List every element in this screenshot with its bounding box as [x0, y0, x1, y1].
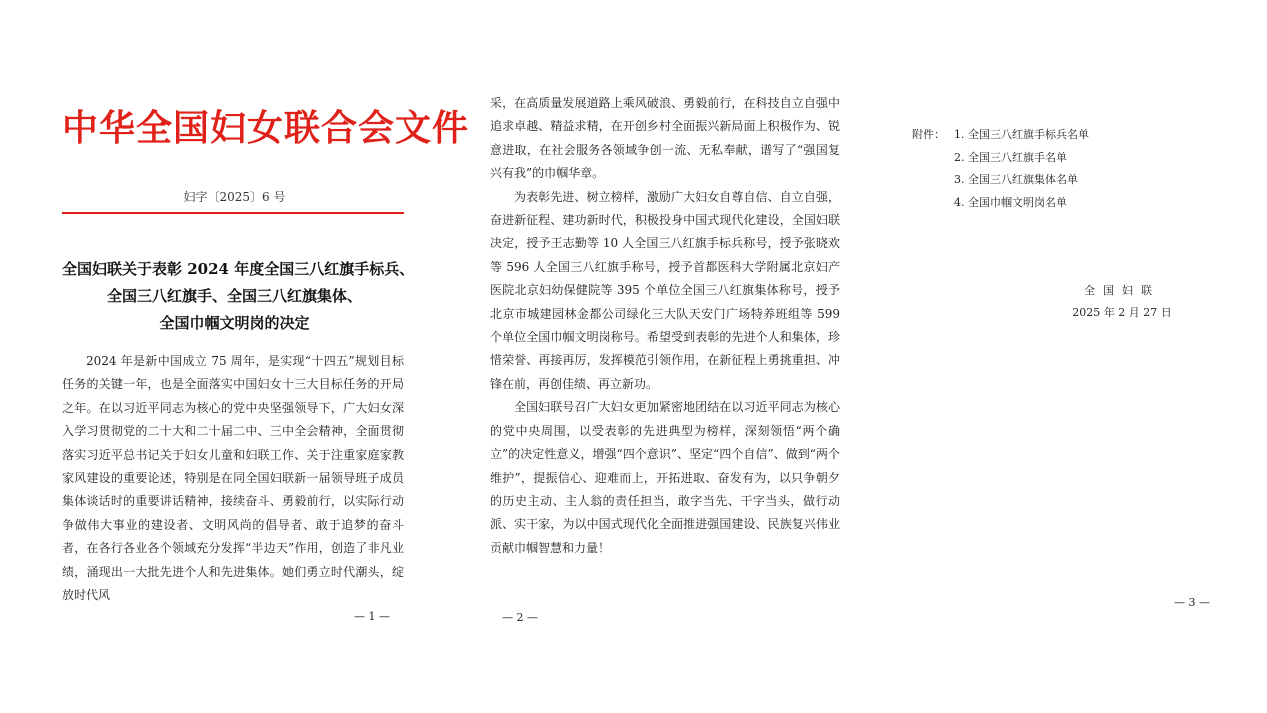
decision-title-line: 全国三八红旗手、全国三八红旗集体、: [106, 287, 362, 305]
document-masthead: 中华全国妇女联合会文件: [62, 107, 470, 149]
masthead-red-divider: [62, 212, 404, 214]
document-page-2: [490, 80, 845, 640]
page-number: — 2 —: [502, 611, 538, 624]
attachment-lead-label: 附件：: [912, 128, 945, 141]
attachment-number: 2.: [954, 150, 965, 164]
body-paragraph: 为表彰先进、树立榜样，激励广大妇女自尊自信、自立自强，奋进新征程、建功新时代，积极投身中国式现代化建设，全国妇联决定，授予王志勤等 10 人全国三八红旗手标兵称号，授予张晓欢等 596 人全国三八红旗手称号，授予首都医科大学附属北京妇产医院北京妇幼保健院等 395 个单位全国三八红旗集体称号，授予北京市城建园林金都公司绿化三大队天安门广场特养班组等 599 个单位全国巾帼文明岗称号。希望受到表彰的先进个人和集体，珍惜荣誉、再接再厉，发挥模范引领作用，在新征程上勇挑重担、冲锋在前，再创佳绩、再立新功。: [490, 189, 840, 391]
decision-title-line: 全国妇联关于表彰 2024 年度全国三八红旗手标兵、: [62, 260, 415, 278]
attachment-label: 全国三八红旗手名单: [968, 150, 1067, 164]
attachment-item: [912, 169, 1089, 192]
attachment-number: 1.: [954, 128, 965, 141]
body-text: [490, 92, 840, 560]
attachment-label: 全国巾帼文明岗名单: [968, 195, 1067, 209]
attachment-label: 全国三八红旗手标兵名单: [968, 128, 1089, 141]
signature-date: 2025 年 2 月 27 日: [1072, 306, 1172, 319]
body-paragraph: 全国妇联号召广大妇女更加紧密地团结在以习近平同志为核心的党中央周围，以受表彰的先进典型为榜样，深刻领悟“两个确立”的决定性意义，增强“四个意识”、坚定“四个自信”、做到“两个维护”，提振信心、迎难而上，开拓进取、奋发有为，以只争朝夕的历史主动、主人翁的责任担当，敢字当先、干字当头，做行动派、实干家，为以中国式现代化全面推进强国建设、民族复兴伟业贡献巾帼智慧和力量！: [490, 400, 840, 555]
body-text: [62, 350, 404, 607]
body-paragraph: 2024 年是新中国成立 75 周年，是实现“十四五”规划目标任务的关键一年，也是全面落实中国妇女十三大目标任务的开局之年。在以习近平同志为核心的党中央坚强领导下，广大妇女深入学习贯彻党的二十大和二十届二中、三中全会精神，全面贯彻落实习近平总书记关于妇女儿童和妇联工作、关于注重家庭家教家风建设的重要论述，特别是在同全国妇联新一届领导班子成员集体谈话时的重要讲话精神，接续奋斗、勇毅前行，以实际行动争做伟大事业的建设者、文明风尚的倡导者、敢于追梦的奋斗者，在各行各业各个领域充分发挥“半边天”作用，创造了非凡业绩，涌现出一大批先进个人和先进集体。她们勇立时代潮头，绽放时代风: [62, 354, 404, 603]
document-number: 妇字〔2025〕6 号: [183, 190, 286, 204]
page-number: — 1 —: [354, 610, 390, 623]
attachment-item: [912, 124, 1089, 147]
signature-block: [1062, 280, 1182, 324]
decision-title-line: 全国巾帼文明岗的决定: [159, 314, 310, 332]
page-number: — 3 —: [1174, 596, 1210, 609]
attachment-item: [912, 192, 1089, 215]
decision-title: [62, 256, 415, 337]
document-page-3: [912, 80, 1217, 640]
attachment-list: [912, 124, 1089, 214]
document-page-1: [62, 80, 470, 640]
attachment-number: 4.: [954, 195, 965, 209]
attachment-item: [912, 147, 1089, 170]
signature-organization: 全国妇联: [1084, 284, 1160, 297]
body-paragraph: 采，在高质量发展道路上乘风破浪、勇毅前行，在科技自立自强中追求卓越、精益求精，在开创乡村全面振兴新局面上积极作为、锐意进取，在社会服务各领域争创一流、无私奉献，谱写了“强国复兴有我”的巾帼华章。: [490, 96, 840, 181]
attachment-label: 全国三八红旗集体名单: [968, 173, 1078, 186]
attachment-number: 3.: [954, 173, 965, 186]
